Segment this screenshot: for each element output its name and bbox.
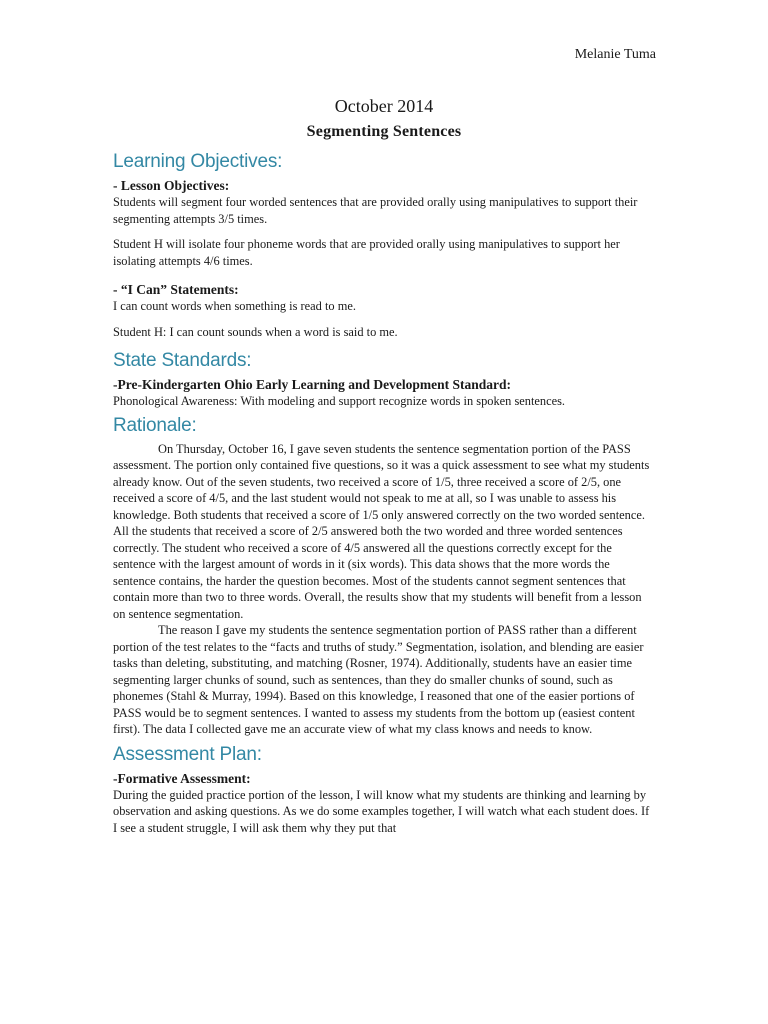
objective-2-text: Student H will isolate four phoneme words that are provided orally using manipulatives to support her isolating attempts 4/6 times.	[113, 237, 620, 268]
document-body	[113, 150, 653, 840]
lesson-objectives-label: - Lesson Objectives:	[113, 178, 230, 193]
assessment-plan-heading: Assessment Plan:	[113, 743, 262, 765]
i-can-statement-1: I can count words when something is read to me.	[113, 299, 356, 313]
i-can-statements-label: - “I Can” Statements:	[113, 282, 239, 297]
formative-assessment-label: -Formative Assessment:	[113, 770, 251, 786]
rationale-paragraph-2: The reason I gave my students the sentence segmentation portion of PASS rather than a different portion of the test relates to the “facts and truths of study.” Segmentation, isolation, and blending are easier tasks than deleting, substituting, and matching (Rosner, 1974). Additionally, students have an easier time segmenting larger chunks of sound, such as sentences, than they do smaller chunks of sound, such as phonemes (Stahl & Murray, 1994). Based on this knowledge, I reasoned that one of the easier portions of PASS would be to segment sentences. I wanted to assess my students from the bottom up (easiest content first). The data I collected gave me an accurate view of what my class knows and needs to know.	[113, 623, 644, 736]
standard-label: -Pre-Kindergarten Ohio Early Learning and Development Standard:	[113, 377, 511, 392]
document-title: Segmenting Sentences	[306, 123, 462, 140]
rationale-heading: Rationale:	[113, 414, 197, 436]
standard-text: Phonological Awareness: With modeling and support recognize words in spoken sentences.	[113, 394, 566, 408]
state-standards-heading: State Standards:	[113, 350, 252, 371]
learning-objectives-heading: Learning Objectives:	[113, 151, 283, 172]
document-date: October 2014	[334, 96, 434, 116]
rationale-paragraph-1: On Thursday, October 16, I gave seven students the sentence segmentation portion of the PASS assessment. The portion only contained five questions, so it was a quick assessment to see what my students already know. Out of the seven students, two received a score of 1/5, three received a score of 2/5, one received a score of 4/5, and the last student would not speak to me at all, so I was unable to assess his knowledge. Both students that received a score of 1/5 only answered correctly on the two worded sentence. All the students that received a score of 2/5 answered both the two worded and three worded sentences correctly. The student who received a score of 4/5 answered all the questions correctly except for the sentence with the largest amount of words in it (six words). This data shows that the more words the sentence contains, the harder the question becomes. Most of the students cannot segment sentences that contain more than two to three words. Overall, the results show that my students will benefit from a lesson on sentence segmentation.	[113, 441, 650, 621]
formative-assessment-text: During the guided practice portion of the lesson, I will know what my students are thinking and learning by observation and asking questions. As we do some examples together, I will watch what each student does. If I see a student struggle, I will ask them why they put that	[113, 787, 650, 835]
objective-1-text: Students will segment four worded sentences that are provided orally using manipulatives to support their segmenting attempts 3/5 times.	[113, 195, 638, 226]
i-can-statement-2: Student H: I can count sounds when a word is said to me.	[113, 324, 398, 339]
title-block	[0, 94, 768, 144]
author-name: Melanie Tuma	[574, 47, 656, 62]
